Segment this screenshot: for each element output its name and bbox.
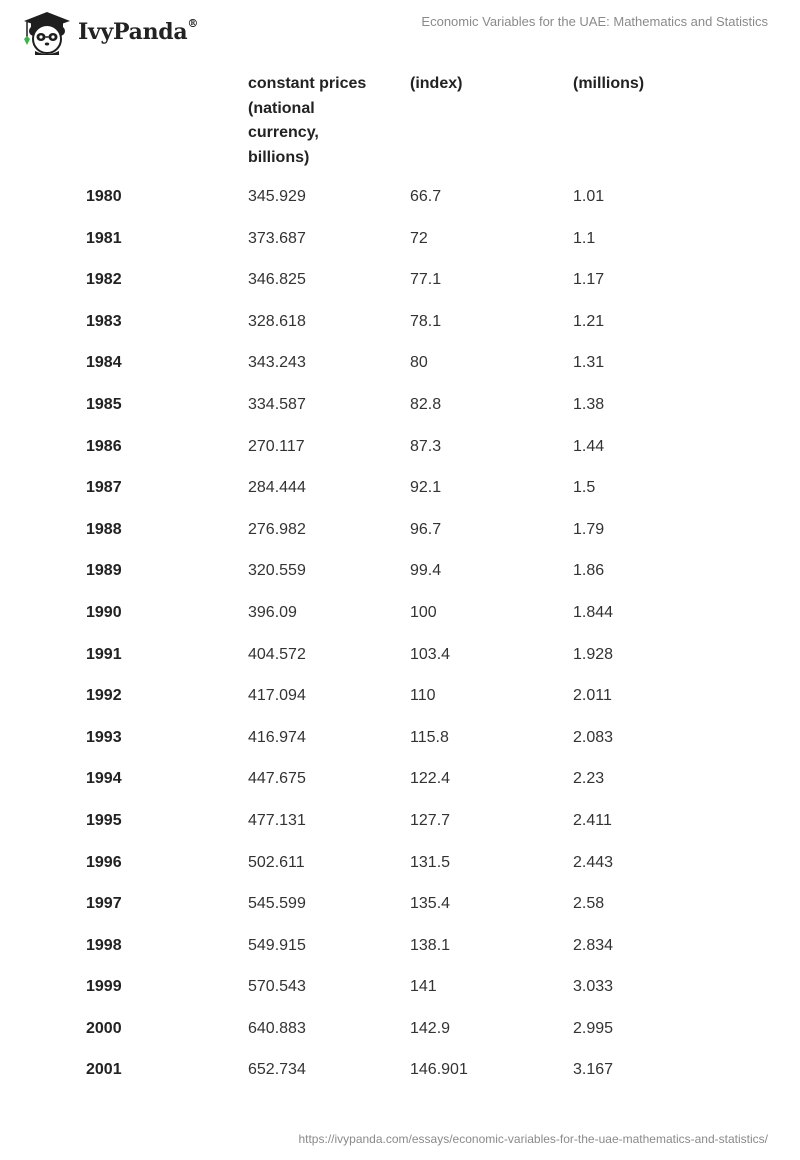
table-cell: 2.411 bbox=[573, 811, 612, 829]
table-cell: 320.559 bbox=[248, 562, 306, 580]
table-cell: 2.58 bbox=[573, 895, 605, 913]
table-cell: 146.901 bbox=[410, 1061, 468, 1079]
year-cell: 1993 bbox=[86, 728, 122, 746]
table-cell: 284.444 bbox=[248, 479, 306, 497]
table-cell: 416.974 bbox=[248, 728, 306, 746]
page-header bbox=[0, 0, 800, 64]
document-title: Economic Variables for the UAE: Mathematics and Statistics bbox=[421, 14, 768, 29]
table-cell: 2.995 bbox=[573, 1019, 614, 1037]
table-row bbox=[0, 552, 800, 594]
data-table bbox=[0, 72, 800, 1079]
table-row bbox=[0, 303, 800, 345]
table-cell: 343.243 bbox=[248, 354, 306, 372]
table-cell: 570.543 bbox=[248, 978, 306, 996]
table-row bbox=[0, 636, 800, 678]
table-cell: 1.44 bbox=[573, 437, 605, 455]
table-cell: 96.7 bbox=[410, 520, 442, 538]
table-cell: 122.4 bbox=[410, 770, 451, 788]
table-cell: 135.4 bbox=[410, 895, 451, 913]
table-cell: 328.618 bbox=[248, 312, 306, 330]
table-cell: 92.1 bbox=[410, 479, 442, 497]
table-row bbox=[0, 968, 800, 1010]
table-row bbox=[0, 261, 800, 303]
panda-graduate-icon bbox=[16, 9, 72, 55]
table-row bbox=[0, 927, 800, 969]
table-cell: 270.117 bbox=[248, 437, 305, 455]
table-row bbox=[0, 885, 800, 927]
year-cell: 1987 bbox=[86, 479, 122, 497]
table-cell: 1.79 bbox=[573, 520, 605, 538]
column-header: (index) bbox=[410, 75, 463, 92]
year-cell: 1981 bbox=[86, 229, 122, 247]
table-row bbox=[0, 844, 800, 886]
table-row bbox=[0, 511, 800, 553]
year-cell: 1997 bbox=[86, 895, 122, 913]
table-cell: 78.1 bbox=[410, 312, 442, 330]
table-body bbox=[0, 178, 800, 1093]
year-cell: 1992 bbox=[86, 687, 122, 705]
year-cell: 1984 bbox=[86, 354, 122, 372]
table-cell: 77.1 bbox=[410, 271, 442, 289]
year-cell: 1986 bbox=[86, 437, 122, 455]
table-cell: 417.094 bbox=[248, 687, 306, 705]
table-cell: 346.825 bbox=[248, 271, 306, 289]
table-cell: 87.3 bbox=[410, 437, 442, 455]
table-cell: 276.982 bbox=[248, 520, 306, 538]
table-cell: 82.8 bbox=[410, 395, 442, 413]
table-cell: 100 bbox=[410, 603, 437, 621]
column-header: constant prices (national currency, billions) bbox=[248, 75, 367, 166]
source-url[interactable]: https://ivypanda.com/essays/economic-variables-for-the-uae-mathematics-and-statistics/ bbox=[298, 1132, 768, 1146]
table-cell: 3.167 bbox=[573, 1061, 614, 1079]
table-cell: 141 bbox=[410, 978, 437, 996]
year-cell: 2000 bbox=[86, 1019, 122, 1037]
table-row bbox=[0, 677, 800, 719]
table-cell: 138.1 bbox=[410, 936, 451, 954]
table-cell: 652.734 bbox=[248, 1061, 306, 1079]
ivypanda-logo[interactable] bbox=[16, 9, 198, 55]
table-cell: 477.131 bbox=[248, 811, 306, 829]
year-cell: 1994 bbox=[86, 770, 122, 788]
table-cell: 110 bbox=[410, 687, 436, 705]
table-cell: 2.834 bbox=[573, 936, 614, 954]
year-cell: 1983 bbox=[86, 312, 122, 330]
table-cell: 103.4 bbox=[410, 645, 451, 663]
table-cell: 131.5 bbox=[410, 853, 451, 871]
year-cell: 1996 bbox=[86, 853, 122, 871]
table-cell: 1.1 bbox=[573, 229, 596, 247]
table-cell: 334.587 bbox=[248, 395, 306, 413]
table-row bbox=[0, 760, 800, 802]
year-cell: 1991 bbox=[86, 645, 122, 663]
table-cell: 545.599 bbox=[248, 895, 306, 913]
table-row bbox=[0, 594, 800, 636]
table-row bbox=[0, 802, 800, 844]
table-cell: 373.687 bbox=[248, 229, 306, 247]
table-cell: 1.5 bbox=[573, 479, 596, 497]
year-cell: 1990 bbox=[86, 603, 122, 621]
table-cell: 549.915 bbox=[248, 936, 306, 954]
table-cell: 447.675 bbox=[248, 770, 306, 788]
table-cell: 142.9 bbox=[410, 1019, 451, 1037]
table-cell: 72 bbox=[410, 229, 428, 247]
table-row bbox=[0, 220, 800, 262]
table-cell: 1.17 bbox=[573, 271, 605, 289]
table-row bbox=[0, 1051, 800, 1093]
table-row bbox=[0, 178, 800, 220]
table-cell: 2.083 bbox=[573, 728, 614, 746]
table-cell: 502.611 bbox=[248, 853, 305, 871]
table-cell: 1.38 bbox=[573, 395, 605, 413]
table-row bbox=[0, 386, 800, 428]
table-row bbox=[0, 719, 800, 761]
year-cell: 1989 bbox=[86, 562, 122, 580]
table-cell: 99.4 bbox=[410, 562, 442, 580]
year-cell: 2001 bbox=[86, 1061, 122, 1079]
table-cell: 1.01 bbox=[573, 188, 605, 205]
table-cell: 1.31 bbox=[573, 354, 605, 372]
brand-name: IvyPanda® bbox=[78, 17, 199, 45]
table-cell: 396.09 bbox=[248, 603, 297, 621]
table-cell: 2.443 bbox=[573, 853, 614, 871]
year-cell: 1998 bbox=[86, 936, 122, 954]
year-cell: 1988 bbox=[86, 520, 122, 538]
year-cell: 1985 bbox=[86, 395, 122, 413]
table-cell: 80 bbox=[410, 354, 428, 372]
table-cell: 345.929 bbox=[248, 188, 306, 205]
year-cell: 1999 bbox=[86, 978, 122, 996]
table-row bbox=[0, 469, 800, 511]
table-cell: 3.033 bbox=[573, 978, 614, 996]
table-header-row bbox=[0, 72, 800, 176]
table-row bbox=[0, 344, 800, 386]
table-cell: 1.844 bbox=[573, 603, 614, 621]
table-cell: 2.23 bbox=[573, 770, 605, 788]
table-cell: 66.7 bbox=[410, 188, 442, 205]
table-cell: 1.86 bbox=[573, 562, 605, 580]
table-row bbox=[0, 1010, 800, 1052]
year-cell: 1982 bbox=[86, 271, 122, 289]
table-row bbox=[0, 428, 800, 470]
table-cell: 404.572 bbox=[248, 645, 306, 663]
table-cell: 1.928 bbox=[573, 645, 614, 663]
table-cell: 640.883 bbox=[248, 1019, 306, 1037]
table-cell: 115.8 bbox=[410, 728, 449, 746]
table-cell: 2.011 bbox=[573, 687, 612, 705]
year-cell: 1995 bbox=[86, 811, 122, 829]
table-cell: 127.7 bbox=[410, 811, 451, 829]
year-cell: 1980 bbox=[86, 188, 122, 205]
column-header: (millions) bbox=[573, 75, 645, 92]
table-cell: 1.21 bbox=[573, 312, 605, 330]
